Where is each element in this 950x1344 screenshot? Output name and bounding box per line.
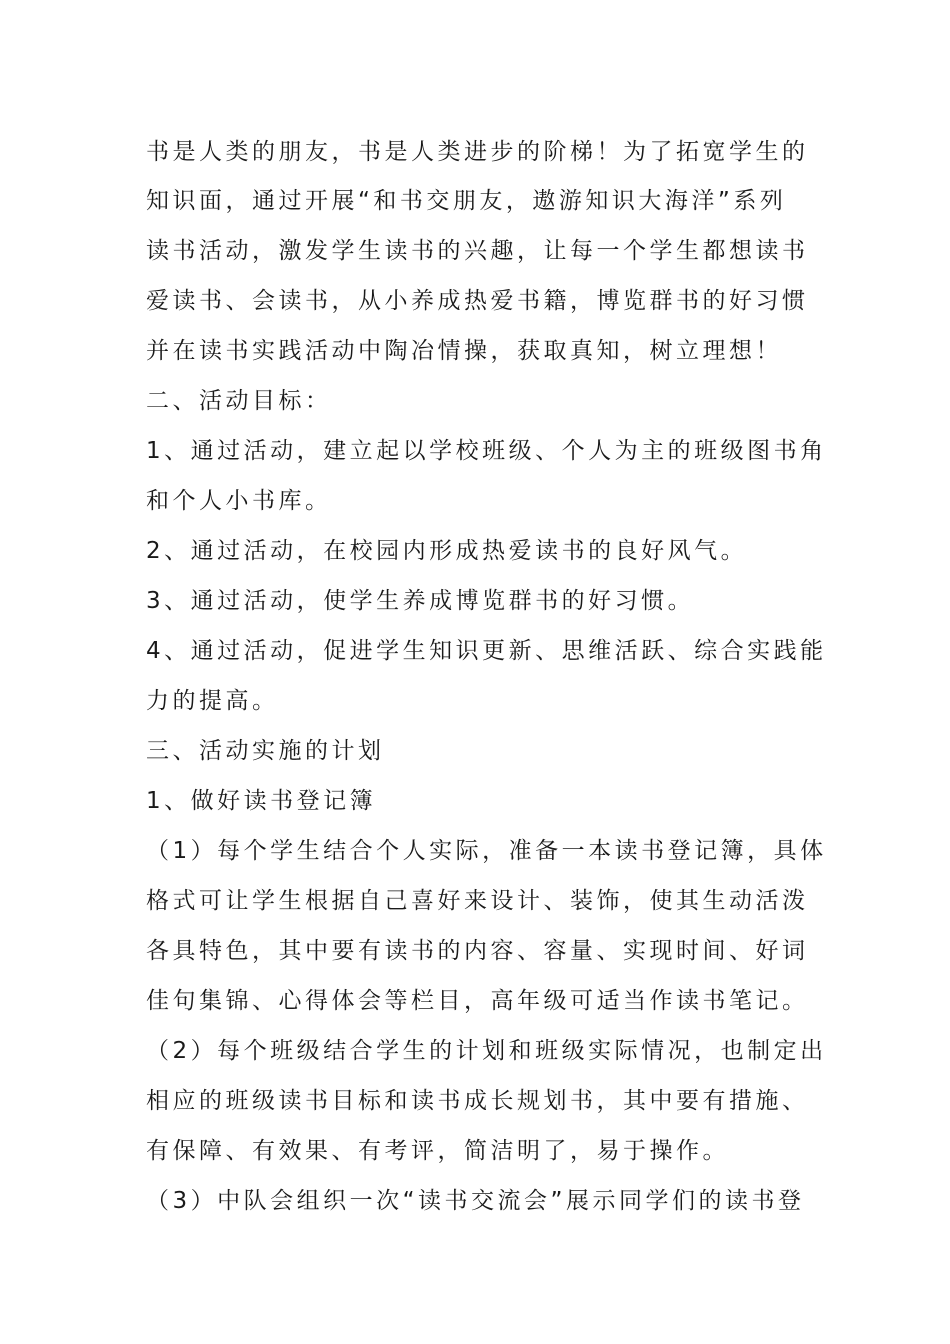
paragraph-line: 相应的班级读书目标和读书成长规划书，其中要有措施、 (146, 1088, 809, 1114)
paragraph-line: 有保障、有效果、有考评，简洁明了，易于操作。 (146, 1138, 729, 1164)
list-item: 4、通过活动，促进学生知识更新、思维活跃、综合实践能 (146, 638, 827, 664)
paragraph-line: 格式可让学生根据自己喜好来设计、装饰，使其生动活泼 (146, 888, 809, 914)
paragraph-line: 各具特色，其中要有读书的内容、容量、实现时间、好词 (146, 938, 809, 964)
paragraph-line: （2）每个班级结合学生的计划和班级实际情况，也制定出 (146, 1038, 827, 1064)
subsection-heading: 1、做好读书登记簿 (146, 788, 377, 814)
paragraph-line: （3）中队会组织一次“读书交流会”展示同学们的读书登 (146, 1188, 805, 1214)
paragraph-line: 爱读书、会读书，从小养成热爱书籍，博览群书的好习惯 (146, 288, 809, 314)
paragraph-line: （1）每个学生结合个人实际，准备一本读书登记簿，具体 (146, 838, 827, 864)
paragraph-line: 佳句集锦、心得体会等栏目，高年级可适当作读书笔记。 (146, 988, 809, 1014)
list-item: 2、通过活动，在校园内形成热爱读书的良好风气。 (146, 538, 748, 564)
paragraph-line: 知识面，通过开展“和书交朋友，遨游知识大海洋”系列 (146, 188, 787, 214)
section-heading: 三、活动实施的计划 (146, 738, 385, 764)
list-item: 1、通过活动，建立起以学校班级、个人为主的班级图书角 (146, 438, 827, 464)
paragraph-line: 并在读书实践活动中陶冶情操，获取真知，树立理想！ (146, 338, 782, 364)
list-item-continuation: 力的提高。 (146, 688, 279, 714)
list-item-continuation: 和个人小书库。 (146, 488, 332, 514)
list-item: 3、通过活动，使学生养成博览群书的好习惯。 (146, 588, 695, 614)
paragraph-line: 书是人类的朋友，书是人类进步的阶梯！为了拓宽学生的 (146, 139, 809, 165)
paragraph-line: 读书活动，激发学生读书的兴趣，让每一个学生都想读书 (146, 238, 809, 264)
section-heading: 二、活动目标： (146, 388, 332, 414)
